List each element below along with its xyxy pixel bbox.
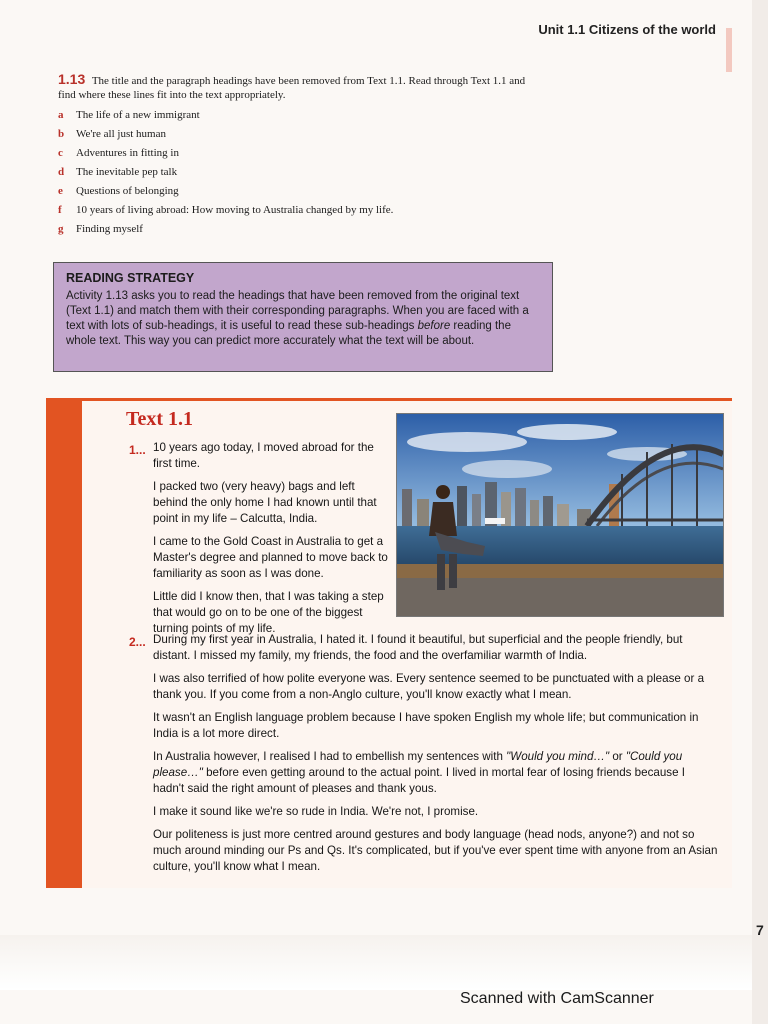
text-title: Text 1.1 [126,408,194,430]
activity-1-13 [58,72,538,239]
paragraph-sentence: I was also terrified of how polite everyone was. Every sentence seemed to be punctuated with a please or a thank you. If you come from a non-Anglo culture, you'll know exactly what I mean. [153,672,705,701]
heading-item [58,220,538,239]
page-edge [752,0,768,1024]
scanner-watermark: Scanned with CamScanner [460,990,654,1007]
heading-item [58,201,538,220]
paragraph-sentence: Little did I know then, that I was taking a step that would go on to be one of the biggest turning points of my life. [153,590,384,635]
paragraph-number: 2... [129,635,146,649]
reading-strategy-text [66,289,540,349]
strategy-emphasis: before [417,320,451,332]
heading-letter: a [58,109,64,121]
reading-strategy-box [53,262,553,372]
sentence-part: or [609,750,626,763]
paragraph-sentence: I make it sound like we're so rude in India. We're not, I promise. [153,805,479,818]
heading-text: Questions of belonging [76,185,179,197]
heading-letter: f [58,204,62,216]
headings-list [58,106,538,239]
unit-tab-marker [726,28,732,72]
orange-side-bar [46,398,82,888]
paragraph-sentence: 10 years ago today, I moved abroad for the first time. [153,441,374,470]
heading-item [58,144,538,163]
heading-letter: g [58,223,64,235]
paragraph-sentence: It wasn't an English language problem because I have spoken English my whole life; but communication in India is a lot more direct. [153,711,699,740]
page-number: 7 [756,922,764,938]
heading-letter: d [58,166,65,178]
heading-letter: e [58,185,63,197]
photo-illustration [397,414,723,616]
heading-text: The inevitable pep talk [76,166,178,178]
heading-text: We're all just human [76,128,166,140]
paragraph-sentence: Our politeness is just more centred around gestures and body language (head nods, anyone?) and not so much around minding our Ps and Qs. It's complicated, but if you've ever spent time with anyone from an Asian culture, you'll know what I mean. [153,828,718,873]
sydney-harbour-photo [396,413,724,617]
orange-top-rule [82,398,732,401]
activity-instructions-text: The title and the paragraph headings have been removed from Text 1.1. Read through Text 1.1 and find where these lines fit into the text appropriately. [58,75,526,101]
strategy-text-part: Activity 1.13 asks you to read the headings that have been removed from the original text (Text 1.1) and match them with their corresponding paragraphs. When you are faced with a text with lots of sub-headings, it is useful to read these sub-headings [66,290,529,332]
quoted-phrase: "Would you mind…" [506,750,610,763]
heading-item [58,182,538,201]
heading-text: Finding myself [76,223,143,235]
heading-item [58,163,538,182]
paragraph-1 [153,440,389,644]
activity-instructions [58,72,538,102]
unit-header: Unit 1.1 Citizens of the world [538,22,716,37]
sentence-part: In Australia however, I realised I had to embellish my sentences with [153,750,507,763]
sentence-part: before even getting around to the actual point. I lived in mortal fear of losing friends because I hadn't said the right amount of pleases and thank yous. [153,766,685,795]
heading-letter: c [58,147,63,159]
heading-letter: b [58,128,65,140]
paragraph-sentence: During my first year in Australia, I hated it. I found it beautiful, but superficial and the people friendly, but distant. I missed my family, my friends, the food and the overfamiliar warmth of India. [153,633,683,662]
quoted-phrase: "Could you please…" [153,750,683,779]
paragraph-sentence: I came to the Gold Coast in Australia to get a Master's degree and planned to move back to familiarity as soon as I was done. [153,535,388,580]
paragraph-number: 1... [129,443,146,457]
strategy-text-part: reading the whole text. This way you can predict more accurately what the text will be about. [66,320,511,347]
page-bottom-margin [0,935,752,990]
heading-item [58,106,538,125]
heading-text: The life of a new immigrant [76,109,200,121]
heading-text: Adventures in fitting in [76,147,179,159]
paragraph-sentence: I packed two (very heavy) bags and left behind the only home I had known until that point in my life – Calcutta, India. [153,480,377,525]
paragraph-sentence [153,749,718,797]
heading-text: 10 years of living abroad: How moving to Australia changed by my life. [76,204,394,216]
paragraph-2 [153,632,718,882]
heading-item [58,125,538,144]
reading-strategy-title: READING STRATEGY [66,271,195,285]
activity-number: 1.13 [58,71,86,87]
